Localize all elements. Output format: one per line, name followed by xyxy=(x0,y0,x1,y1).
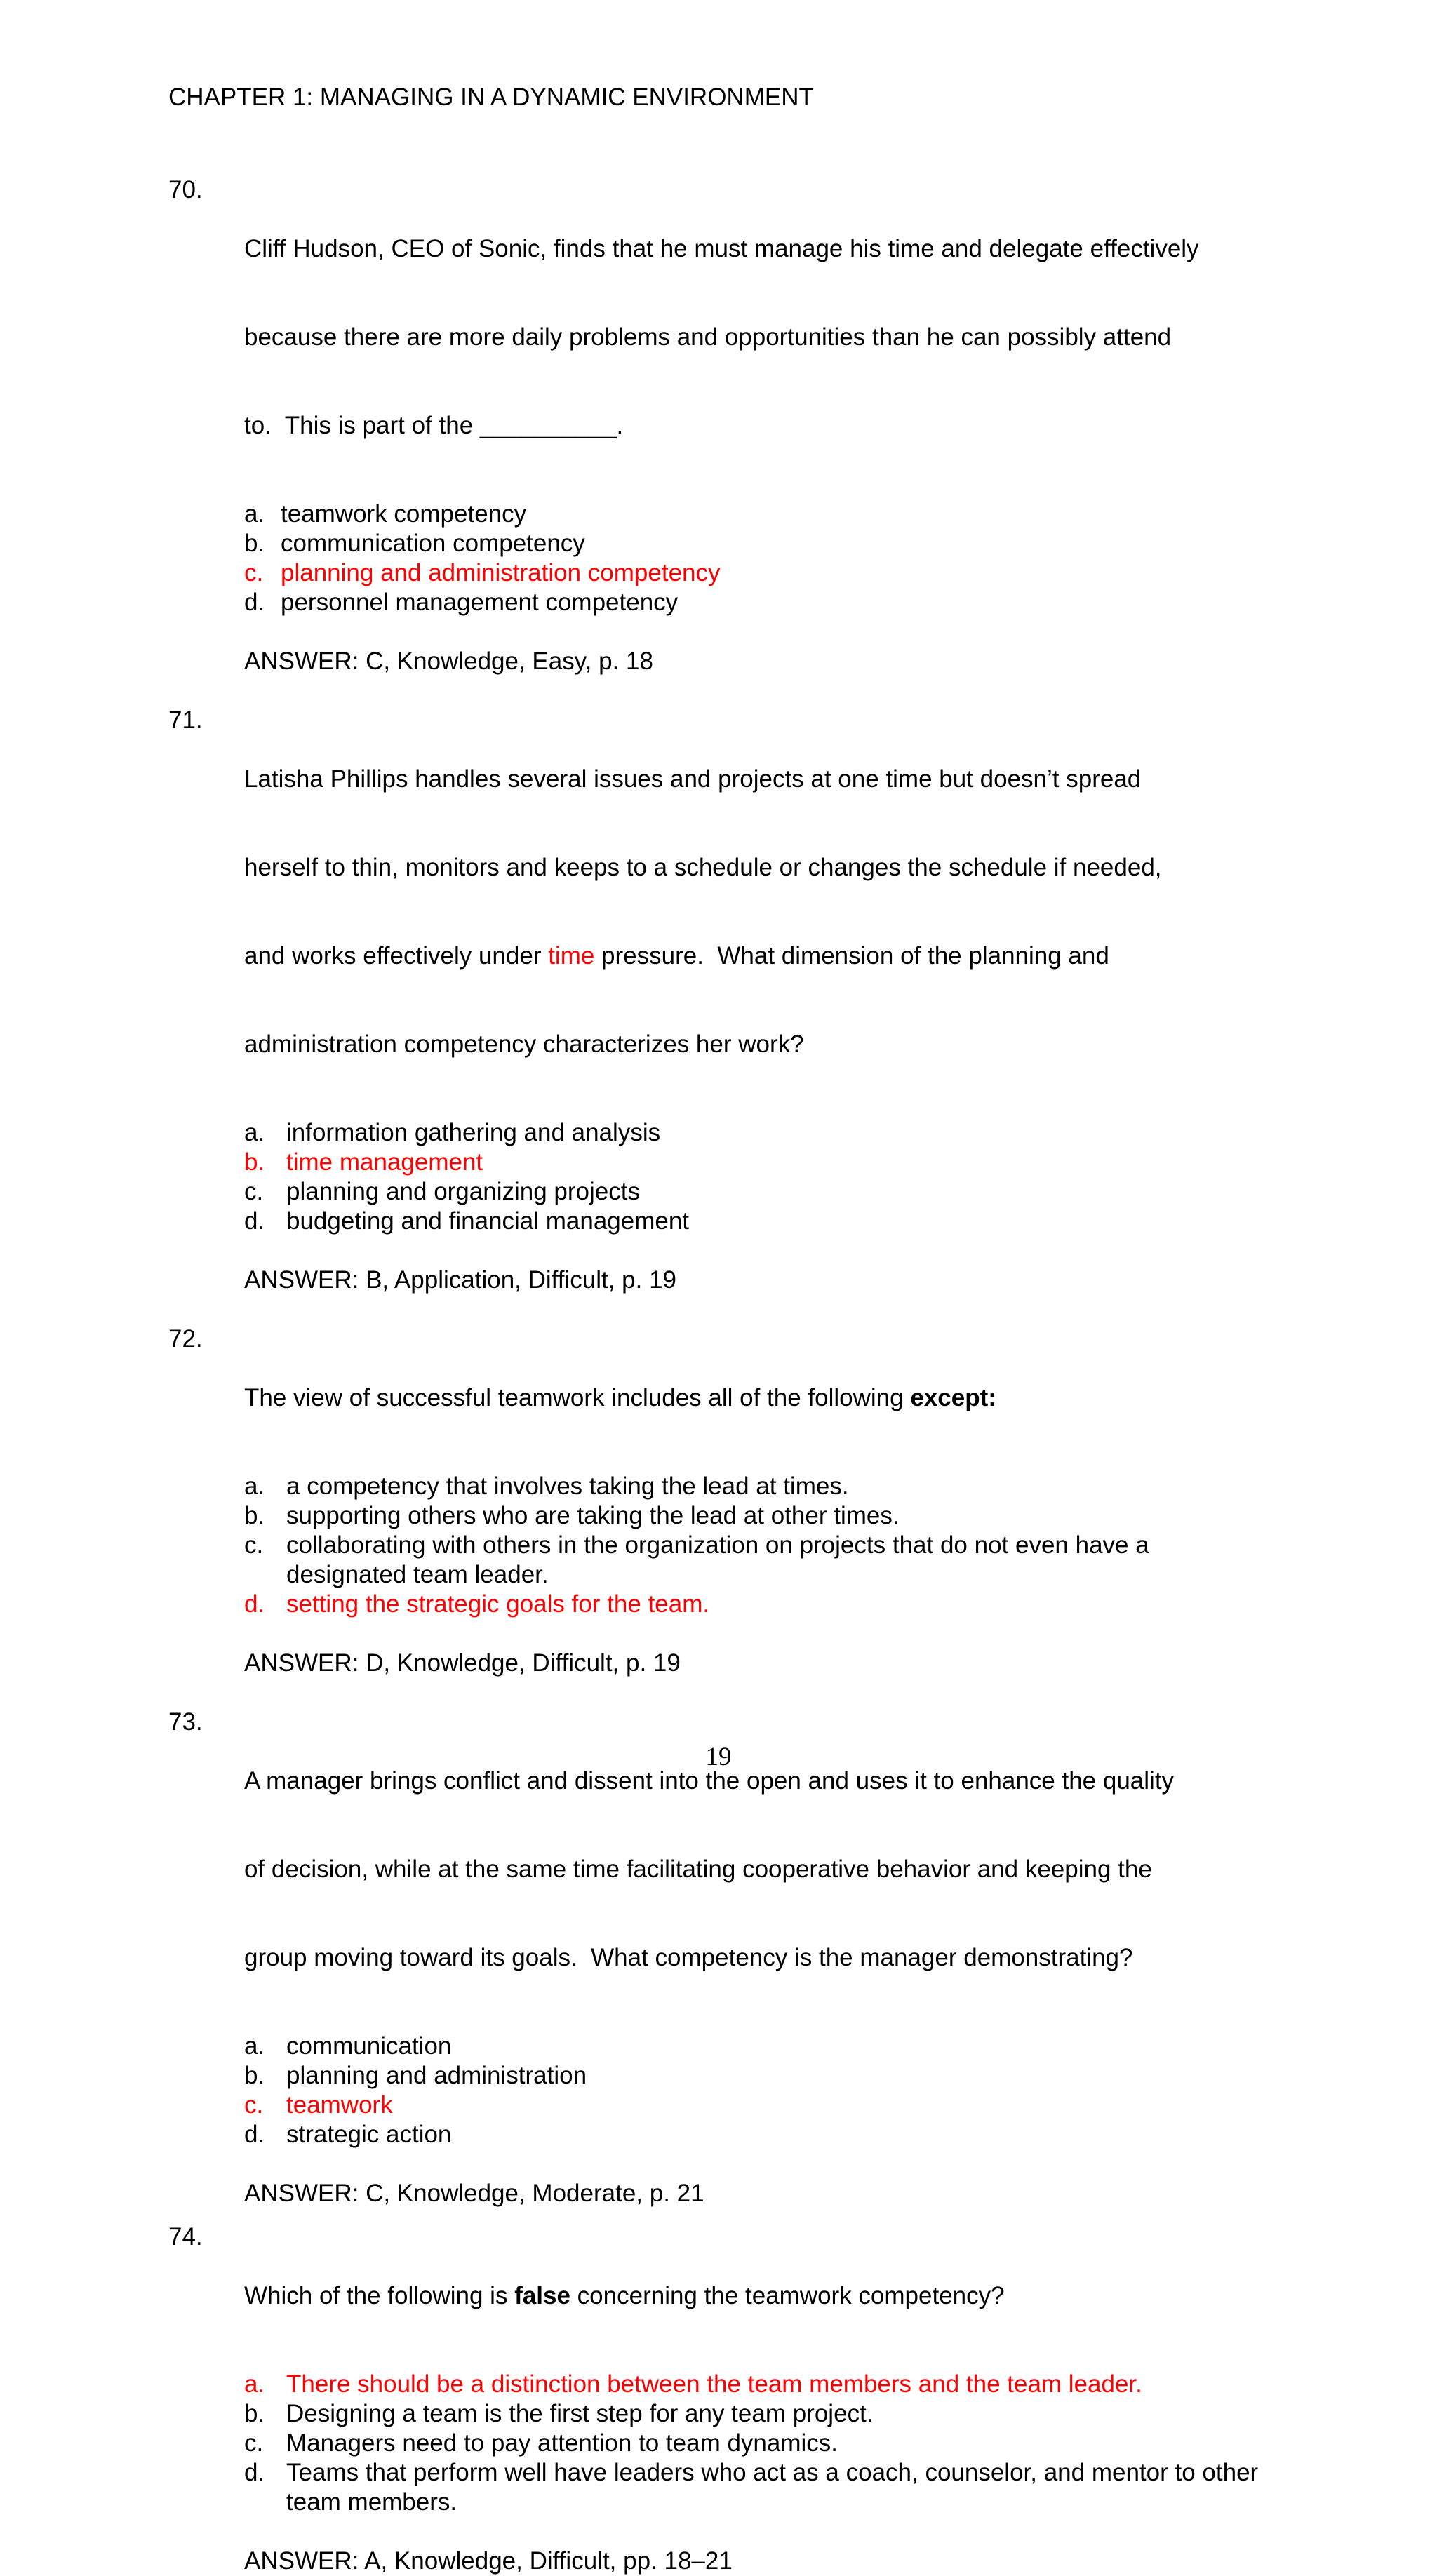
stem-line: to. This is part of the __________. xyxy=(244,412,624,439)
option-letter: d. xyxy=(244,2121,265,2148)
question-number: 70. xyxy=(168,176,203,203)
answer-key: ANSWER: B, Application, Difficult, p. 19 xyxy=(244,1266,677,1294)
option-text: personnel management competency xyxy=(281,589,679,616)
option-c xyxy=(244,1531,1269,1590)
question-list xyxy=(168,175,1277,2576)
option-letter: a. xyxy=(244,1473,265,1500)
option-letter: b. xyxy=(244,1502,265,1529)
stem-line: Latisha Phillips handles several issues and projects at one time but doesn’t spread xyxy=(244,765,1142,793)
option-letter: d. xyxy=(244,1207,265,1235)
option-a xyxy=(244,499,1277,529)
stem-line: administration competency characterizes her work? xyxy=(244,1031,804,1058)
option-text: teamwork competency xyxy=(281,500,527,528)
option-d xyxy=(244,2458,1283,2517)
option-d xyxy=(244,2120,1277,2149)
emphasis-word: except: xyxy=(910,1384,996,1411)
option-text: setting the strategic goals for the team. xyxy=(286,1590,710,1618)
option-d xyxy=(244,588,1277,617)
option-c-correct xyxy=(244,558,1277,588)
option-text: planning and administration xyxy=(286,2062,587,2089)
option-letter: c. xyxy=(244,2091,264,2119)
option-text: strategic action xyxy=(286,2121,452,2148)
option-b xyxy=(244,1501,1277,1531)
question-71 xyxy=(168,706,1277,1295)
option-letter: a. xyxy=(244,2032,265,2060)
answer-key: ANSWER: D, Knowledge, Difficult, p. 19 xyxy=(244,1649,681,1677)
option-text: planning and organizing projects xyxy=(286,1178,640,1205)
stem-text: Which of the following is xyxy=(244,2282,515,2309)
answer-options xyxy=(244,2370,1277,2517)
option-letter: c. xyxy=(244,1178,264,1205)
stem-line xyxy=(244,941,1277,971)
option-text: Managers need to pay attention to team dynamics. xyxy=(286,2429,838,2457)
stem-text: concerning the teamwork competency? xyxy=(570,2282,1005,2309)
option-a xyxy=(244,2032,1277,2061)
question-72 xyxy=(168,1324,1277,1678)
highlighted-word: time xyxy=(548,942,595,970)
stem-line: A manager brings conflict and dissent into the open and uses it to enhance the quality xyxy=(244,1767,1175,1795)
option-letter: b. xyxy=(244,530,265,557)
option-letter: b. xyxy=(244,2400,265,2427)
chapter-header: CHAPTER 1: MANAGING IN A DYNAMIC ENVIRONMENT xyxy=(168,83,814,111)
question-stem xyxy=(244,706,1277,1118)
option-b xyxy=(244,2061,1277,2091)
answer-key: ANSWER: C, Knowledge, Moderate, p. 21 xyxy=(244,2180,704,2207)
option-letter: c. xyxy=(244,1531,264,1559)
page-number: 19 xyxy=(705,1743,732,1771)
option-letter: b. xyxy=(244,2062,265,2089)
answer-options xyxy=(244,2032,1277,2149)
stem-text: pressure. What dimension of the planning and xyxy=(594,942,1109,970)
option-text: supporting others who are taking the lead at other times. xyxy=(286,1502,900,1529)
option-letter: d. xyxy=(244,2459,265,2486)
option-a xyxy=(244,1472,1277,1501)
question-stem xyxy=(244,175,1277,499)
answer-options xyxy=(244,1472,1277,1619)
option-letter: a. xyxy=(244,500,265,528)
option-b-correct xyxy=(244,1148,1277,1177)
option-letter: a. xyxy=(244,1119,265,1146)
option-text: teamwork xyxy=(286,2091,393,2119)
option-text: Teams that perform well have leaders who act as a coach, counselor, and mentor to other team members. xyxy=(286,2459,1259,2516)
option-c-correct xyxy=(244,2091,1277,2120)
question-74 xyxy=(168,2222,1277,2576)
option-text: communication competency xyxy=(281,530,585,557)
option-letter: b. xyxy=(244,1148,265,1176)
option-letter: c. xyxy=(244,559,264,586)
option-c xyxy=(244,2429,1277,2458)
option-b xyxy=(244,529,1277,558)
option-d xyxy=(244,1207,1277,1236)
question-73 xyxy=(168,1708,1277,2208)
option-a-correct xyxy=(244,2370,1277,2399)
option-letter: d. xyxy=(244,1590,265,1618)
stem-text: and works effectively under xyxy=(244,942,549,970)
option-letter: d. xyxy=(244,589,265,616)
emphasis-word: false xyxy=(514,2282,570,2309)
option-text: budgeting and financial management xyxy=(286,1207,690,1235)
answer-key: ANSWER: A, Knowledge, Difficult, pp. 18–21 xyxy=(244,2547,733,2575)
question-number: 71. xyxy=(168,706,203,734)
option-a xyxy=(244,1118,1277,1148)
answer-options xyxy=(244,1118,1277,1236)
option-text: planning and administration competency xyxy=(281,559,721,586)
option-letter: a. xyxy=(244,2370,265,2398)
answer-options xyxy=(244,499,1277,617)
stem-line: because there are more daily problems and opportunities than he can possibly attend xyxy=(244,323,1172,351)
stem-line: group moving toward its goals. What competency is the manager demonstrating? xyxy=(244,1944,1133,1971)
stem-line: herself to thin, monitors and keeps to a schedule or changes the schedule if needed, xyxy=(244,854,1162,881)
question-stem xyxy=(244,1324,1277,1472)
question-number: 72. xyxy=(168,1325,203,1353)
stem-line: Cliff Hudson, CEO of Sonic, finds that he must manage his time and delegate effectively xyxy=(244,235,1199,262)
answer-key: ANSWER: C, Knowledge, Easy, p. 18 xyxy=(244,648,653,675)
question-number: 73. xyxy=(168,1708,203,1736)
option-text: Designing a team is the first step for any team project. xyxy=(286,2400,874,2427)
question-stem xyxy=(244,2222,1277,2370)
option-text: communication xyxy=(286,2032,452,2060)
option-d-correct xyxy=(244,1590,1277,1619)
stem-line: of decision, while at the same time facilitating cooperative behavior and keeping the xyxy=(244,1856,1152,1883)
option-text: collaborating with others in the organization on projects that do not even have a designated team leader. xyxy=(286,1531,1149,1588)
option-text: information gathering and analysis xyxy=(286,1119,661,1146)
option-c xyxy=(244,1177,1277,1207)
question-number: 74. xyxy=(168,2223,203,2250)
option-text: There should be a distinction between the team members and the team leader. xyxy=(286,2370,1142,2398)
stem-line xyxy=(244,2281,1277,2311)
question-70 xyxy=(168,175,1277,676)
option-b xyxy=(244,2399,1277,2429)
stem-text: The view of successful teamwork includes all of the following xyxy=(244,1384,911,1411)
option-text: time management xyxy=(286,1148,483,1176)
option-text: a competency that involves taking the lead at times. xyxy=(286,1473,849,1500)
option-letter: c. xyxy=(244,2429,264,2457)
stem-line xyxy=(244,1383,1277,1413)
